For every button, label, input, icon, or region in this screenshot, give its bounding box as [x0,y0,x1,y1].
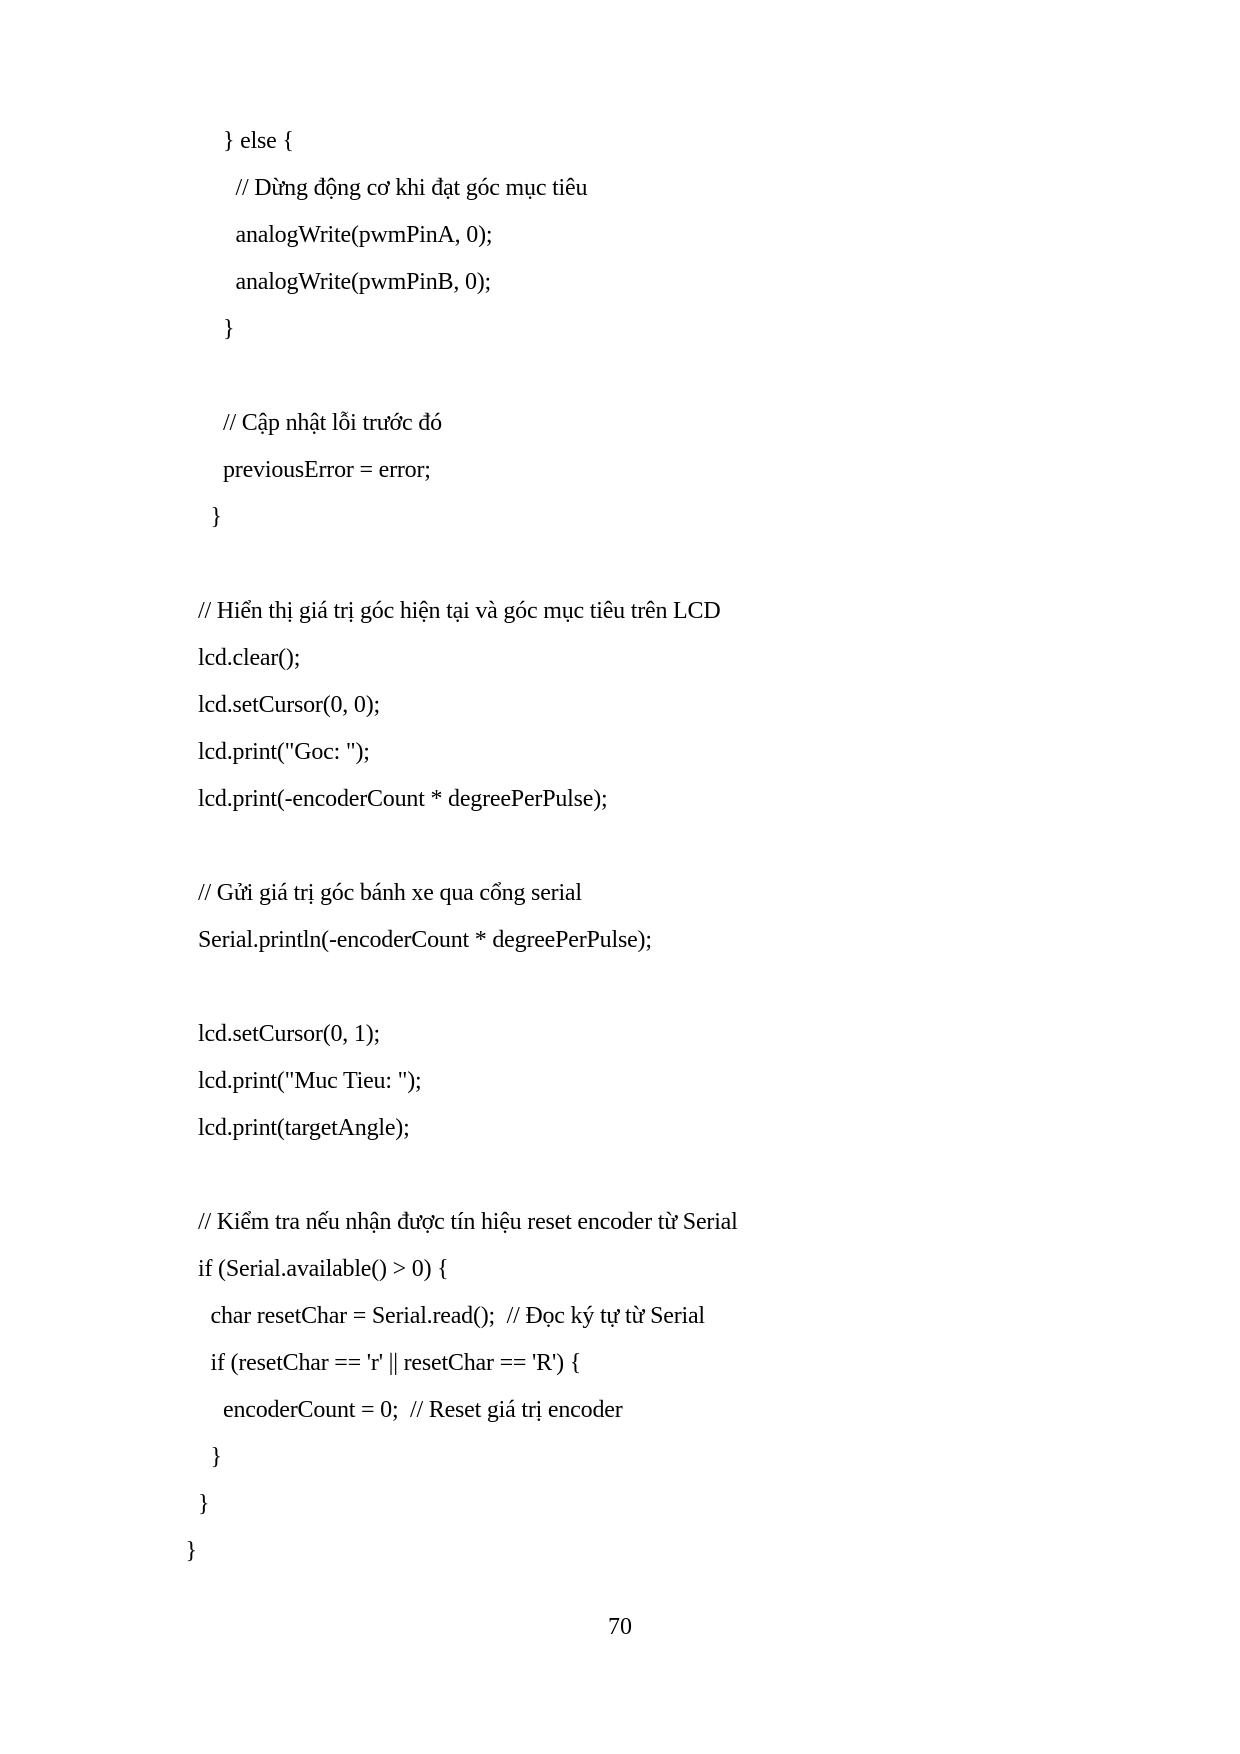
code-line: analogWrite(pwmPinB, 0); [235,269,492,295]
code-line: lcd.clear(); [198,645,301,671]
code-line: lcd.print("Muc Tieu: "); [198,1068,422,1094]
code-comment-line: // Cập nhật lỗi trước đó [223,410,442,436]
code-comment-line: // Dừng động cơ khi đạt góc mục tiêu [235,175,588,201]
code-line: analogWrite(pwmPinA, 0); [235,222,493,248]
code-line: lcd.setCursor(0, 1); [198,1021,380,1047]
code-comment-line: // Hiển thị giá trị góc hiện tại và góc mục tiêu trên LCD [198,598,721,624]
code-line: lcd.setCursor(0, 0); [198,692,380,718]
code-line: char resetChar = Serial.read(); // Đọc ký tự từ Serial [210,1303,705,1329]
code-line: } [185,1538,197,1564]
code-line: } else { [223,128,294,154]
code-line: encoderCount = 0; // Reset giá trị encoder [223,1397,623,1423]
code-line: lcd.print(-encoderCount * degreePerPulse); [198,786,608,812]
code-comment-line: // Gửi giá trị góc bánh xe qua cổng serial [198,880,582,906]
code-line: lcd.print(targetAngle); [198,1115,410,1141]
page-number: 70 [608,1614,632,1640]
code-line: } [198,1491,210,1517]
code-line: } [210,1444,222,1470]
code-line: if (resetChar == 'r' || resetChar == 'R') { [210,1350,582,1376]
code-line: lcd.print("Goc: "); [198,739,370,765]
code-line: if (Serial.available() > 0) { [198,1256,449,1282]
code-line: } [223,316,235,342]
code-comment-line: // Kiểm tra nếu nhận được tín hiệu reset encoder từ Serial [198,1209,738,1235]
code-line: Serial.println(-encoderCount * degreePerPulse); [198,927,652,953]
code-line: previousError = error; [223,457,431,483]
code-line: } [210,504,222,530]
